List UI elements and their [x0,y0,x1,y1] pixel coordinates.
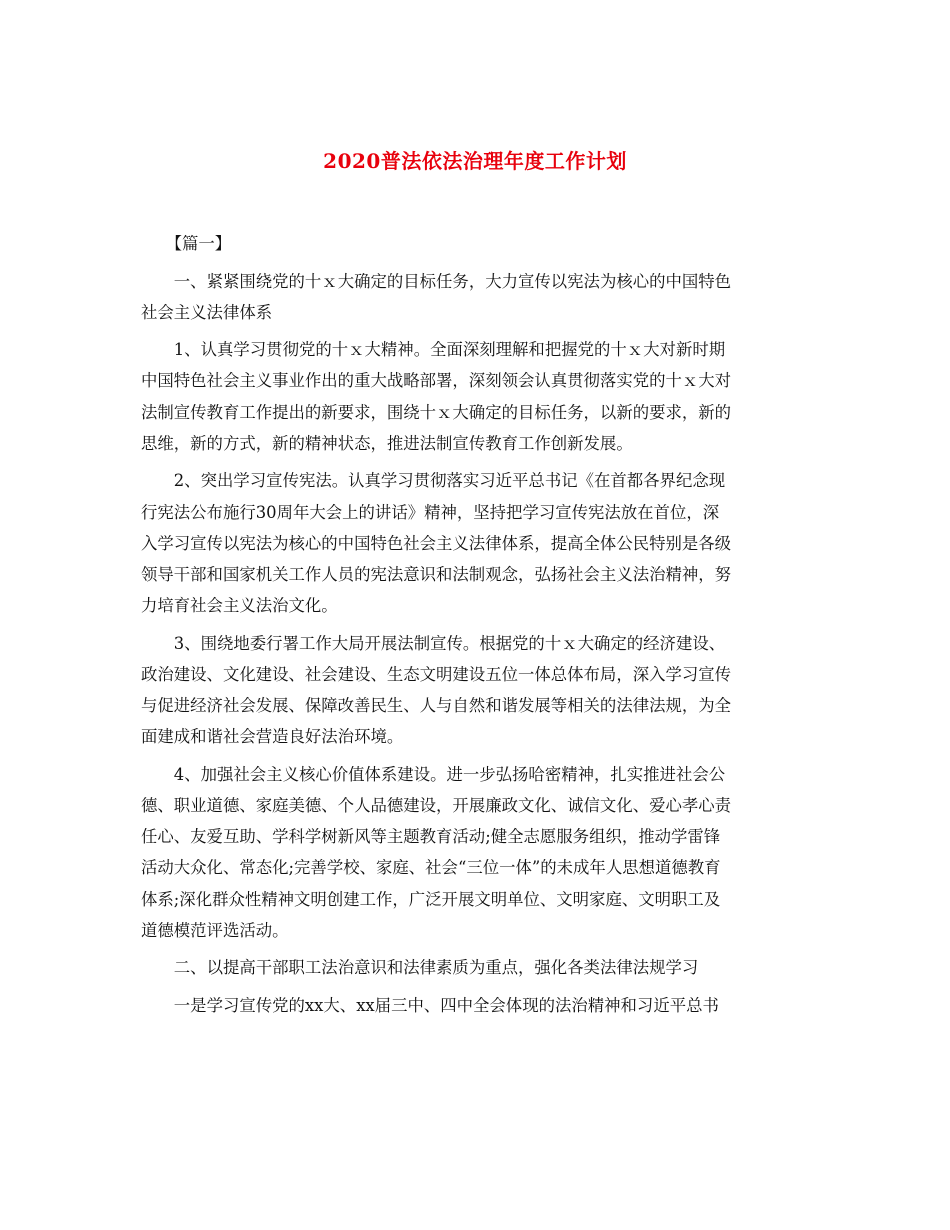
paragraph-item-2 [141,465,811,621]
text-line: 体系;深化群众性精神文明创建工作，广泛开展文明单位、文明家庭、文明职工及 [141,889,721,909]
paragraph-item-4 [141,759,811,946]
text-line: 社会主义法律体系 [141,302,273,322]
section-label [141,228,811,259]
text-line: 3、围绕地委行署工作大局开展法制宣传。根据党的十ｘ大确定的经济建设、 [173,633,726,653]
text-line: 4、加强社会主义核心价值体系建设。进一步弘扬哈密精神，扎实推进社会公 [173,764,726,784]
document-title: 2020普法依法治理年度工作计划 [323,149,627,173]
text-line: 力培育社会主义法治文化。 [141,596,338,616]
text-line: 任心、友爱互助、学科学树新风等主题教育活动;健全志愿服务组织，推动学雷锋 [141,827,721,847]
text-line: 【篇一】 [165,234,232,253]
paragraph-item-3 [141,628,811,753]
text-line: 2、突出学习宣传宪法。认真学习贯彻落实习近平总书记《在首都各界纪念现 [173,471,726,491]
text-line: 与促进经济社会发展、保障改善民生、人与自然和谐发展等相关的法律法规，为全 [141,696,732,716]
text-line: 政治建设、文化建设、社会建设、生态文明建设五位一体总体布局，深入学习宣传 [141,664,732,684]
text-line: 一是学习宣传党的xx大、xx届三中、四中全会体现的法治精神和习近平总书 [173,995,719,1015]
text-line: 思维，新的方式，新的精神状态，推进法制宣传教育工作创新发展。 [141,433,633,453]
paragraph-heading-2 [141,952,811,983]
text-line: 中国特色社会主义事业作出的重大战略部署，深刻领会认真贯彻落实党的十ｘ大对 [141,371,732,391]
text-line: 面建成和谐社会营造良好法治环境。 [141,727,404,747]
text-line: 行宪法公布施行30周年大会上的讲话》精神，坚持把学习宣传宪法放在首位，深 [141,502,720,522]
text-line: 活动大众化、常态化;完善学校、家庭、社会“三位一体”的未成年人思想道德教育 [141,858,721,878]
text-line: 法制宣传教育工作提出的新要求，围绕十ｘ大确定的目标任务，以新的要求，新的 [141,402,732,422]
text-line: 1、认真学习贯彻党的十ｘ大精神。全面深刻理解和把握党的十ｘ大对新时期 [173,340,726,360]
document-body [141,228,811,1027]
text-line: 入学习宣传以宪法为核心的中国特色社会主义法律体系，提高全体公民特别是各级 [141,533,732,553]
text-line: 二、以提高干部职工法治意识和法律素质为重点，强化各类法律法规学习 [173,958,699,978]
text-line: 德、职业道德、家庭美德、个人品德建设，开展廉政文化、诚信文化、爱心孝心责 [141,795,732,815]
text-line: 领导干部和国家机关工作人员的宪法意识和法制观念，弘扬社会主义法治精神，努 [141,564,732,584]
paragraph-item-1 [141,334,811,459]
text-line: 道德模范评选活动。 [141,920,289,940]
paragraph-heading-1 [141,266,811,328]
paragraph-item-5 [141,990,811,1021]
text-line: 一、紧紧围绕党的十ｘ大确定的目标任务，大力宣传以宪法为核心的中国特色 [173,271,732,291]
